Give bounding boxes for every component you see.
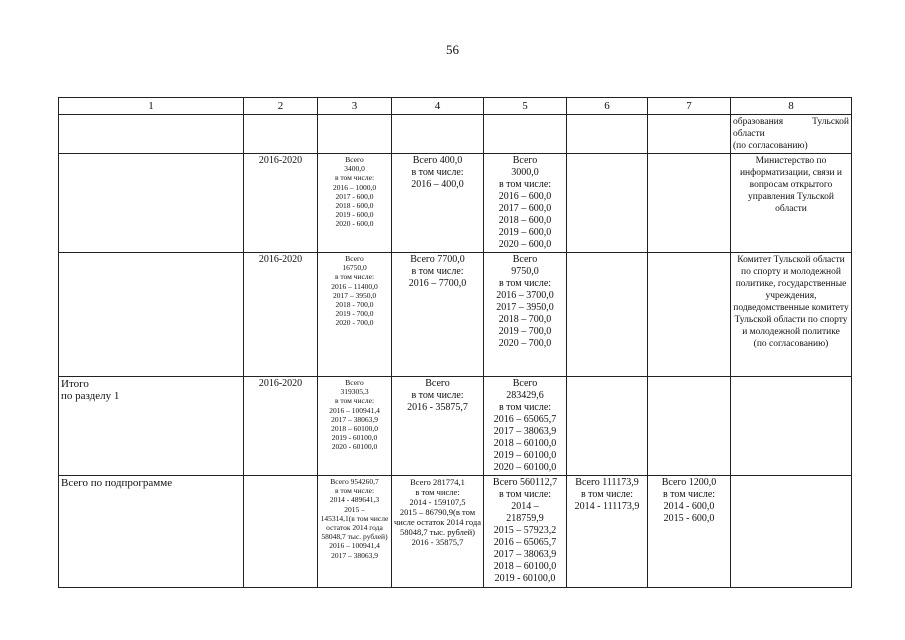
table-row xyxy=(59,377,852,476)
row-col3: Всего 954260,7 в том числе: 2014 - 489641,3 2015 – 145314,1(в том числе остаток 2014 года 58048,7 тыс. рублей) 2016 – 100941,4 2017 – 38063,9 xyxy=(318,476,392,588)
row-col4: Всего 281774,1 в том числе: 2014 - 159107,5 2015 – 86790,9(в том числе остаток 2014 года 58048,7 тыс. рублей) 2016 - 35875,7 xyxy=(392,476,484,588)
row-col4: Всего в том числе: 2016 - 35875,7 xyxy=(392,377,484,476)
row-name xyxy=(59,253,244,377)
row-organization: Министерство по информатизации, связи и вопросам открытого управления Тульской области xyxy=(731,154,852,253)
header-row xyxy=(59,98,852,115)
row-col6 xyxy=(567,253,648,377)
row-col6 xyxy=(567,154,648,253)
row-col7 xyxy=(648,154,731,253)
row-name: Итого по разделу 1 xyxy=(59,377,244,476)
row-col7 xyxy=(648,115,731,154)
budget-table xyxy=(58,97,852,588)
col-header-8: 8 xyxy=(731,98,852,115)
row-period: 2016-2020 xyxy=(244,154,318,253)
row-col3: Всего 3400,0 в том числе: 2016 – 1000,0 2017 - 600,0 2018 - 600,0 2019 - 600,0 2020 - 600,0 xyxy=(318,154,392,253)
row-col5: Всего 283429,6 в том числе: 2016 – 65065,7 2017 – 38063,9 2018 – 60100,0 2019 – 60100,0 2020 – 60100,0 xyxy=(484,377,567,476)
row-organization xyxy=(731,377,852,476)
row-col7 xyxy=(648,377,731,476)
row-col3: Всего 16750,0 в том числе: 2016 – 11400,0 2017 – 3950,0 2018 - 700,0 2019 - 700,0 2020 - 700,0 xyxy=(318,253,392,377)
row-col4 xyxy=(392,115,484,154)
row-col5: Всего 9750,0 в том числе: 2016 – 3700,0 2017 – 3950,0 2018 – 700,0 2019 – 700,0 2020 – 700,0 xyxy=(484,253,567,377)
row-col6 xyxy=(567,377,648,476)
row-col7: Всего 1200,0 в том числе: 2014 - 600,0 2015 - 600,0 xyxy=(648,476,731,588)
row-name xyxy=(59,154,244,253)
row-period xyxy=(244,115,318,154)
row-col3: Всего 319305,3 в том числе: 2016 – 100941,4 2017 – 38063,9 2018 – 60100,0 2019 - 60100,0 2020 - 60100,0 xyxy=(318,377,392,476)
row-col7 xyxy=(648,253,731,377)
row-col4: Всего 400,0 в том числе: 2016 – 400,0 xyxy=(392,154,484,253)
row-organization: образования Тульской области (по согласованию) xyxy=(731,115,852,154)
row-name: Всего по подпрограмме xyxy=(59,476,244,588)
table-row xyxy=(59,115,852,154)
row-organization xyxy=(731,476,852,588)
col-header-7: 7 xyxy=(648,98,731,115)
table-row xyxy=(59,253,852,377)
page-number: 56 xyxy=(446,42,459,57)
row-col3 xyxy=(318,115,392,154)
row-period: 2016-2020 xyxy=(244,377,318,476)
col-header-4: 4 xyxy=(392,98,484,115)
row-col5 xyxy=(484,115,567,154)
row-name xyxy=(59,115,244,154)
row-col6: Всего 111173,9 в том числе: 2014 - 111173,9 xyxy=(567,476,648,588)
col-header-5: 5 xyxy=(484,98,567,115)
col-header-1: 1 xyxy=(59,98,244,115)
row-col5: Всего 3000,0 в том числе: 2016 – 600,0 2017 – 600,0 2018 – 600,0 2019 – 600,0 2020 – 600,0 xyxy=(484,154,567,253)
col-header-2: 2 xyxy=(244,98,318,115)
row-col4: Всего 7700,0 в том числе: 2016 – 7700,0 xyxy=(392,253,484,377)
table-row xyxy=(59,154,852,253)
row-period: 2016-2020 xyxy=(244,253,318,377)
col-header-6: 6 xyxy=(567,98,648,115)
row-col6 xyxy=(567,115,648,154)
row-period xyxy=(244,476,318,588)
table-row xyxy=(59,476,852,588)
row-col5: Всего 560112,7 в том числе: 2014 – 218759,9 2015 – 57923,2 2016 – 65065,7 2017 – 38063,9 2018 – 60100,0 2019 - 60100,0 xyxy=(484,476,567,588)
row-organization: Комитет Тульской области по спорту и молодежной политике, государственные учреждения, подведомственные комитету Тульской области по спорту и молодежной политике (по согласованию) xyxy=(731,253,852,377)
col-header-3: 3 xyxy=(318,98,392,115)
